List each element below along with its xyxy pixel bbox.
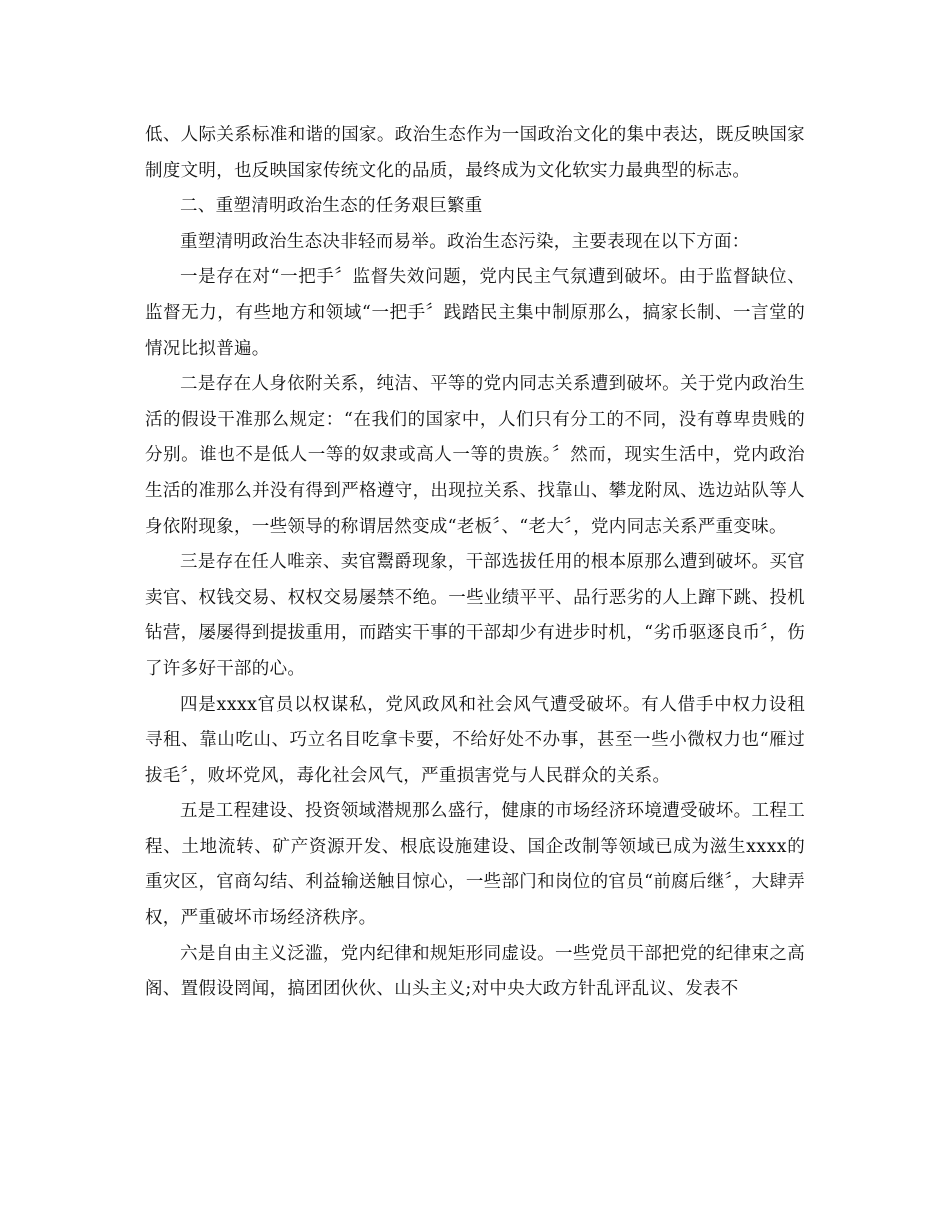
section-heading: 二、重塑清明政治生态的任务艰巨繁重 bbox=[180, 196, 483, 217]
paragraph-point-four: 四是xxxx官员以权谋私，党风政风和社会风气遭受破坏。有人借手中权力设租寻租、靠山吃山、巧立名目吃拿卡要，不给好处不办事，甚至一些小微权力也“雁过拔毛〞，败坏党风，毒化社会风气，严重损害党与人民群众的关系。 bbox=[145, 694, 805, 786]
paragraph-summary: 重塑清明政治生态决非轻而易举。政治生态污染，主要表现在以下方面： bbox=[180, 231, 750, 252]
paragraph-point-two: 二是存在人身依附关系，纯洁、平等的党内同志关系遭到破坏。关于党内政治生活的假设干准那么规定：“在我们的国家中，人们只有分工的不同，没有尊卑贵贱的分别。谁也不是低人一等的奴隶或高人一等的贵族。〞然而，现实生活中，党内政治生活的准那么并没有得到严格遵守，出现拉关系、找靠山、攀龙附凤、选边站队等人身依附现象，一些领导的称谓居然变成“老板〞、“老大〞，党内同志关系严重变味。 bbox=[145, 374, 805, 537]
paragraph-point-three: 三是存在任人唯亲、卖官鬻爵现象，干部选拔任用的根本原那么遭到破坏。买官卖官、权钱交易、权权交易屡禁不绝。一些业绩平平、品行恶劣的人上蹿下跳、投机钻营，屡屡得到提拔重用，而踏实干事的干部却少有进步时机，“劣币驱逐良币〞，伤了许多好干部的心。 bbox=[145, 552, 805, 679]
paragraph-point-one: 一是存在对“一把手〞监督失效问题，党内民主气氛遭到破坏。由于监督缺位、监督无力，有些地方和领域“一把手〞践踏民主集中制原那么，搞家长制、一言堂的情况比拟普遍。 bbox=[145, 267, 805, 359]
paragraph-intro-continuation: 低、人际关系标准和谐的国家。政治生态作为一国政治文化的集中表达，既反映国家制度文明，也反映国家传统文化的品质，最终成为文化软实力最典型的标志。 bbox=[145, 125, 805, 181]
paragraph-point-five: 五是工程建设、投资领域潜规那么盛行，健康的市场经济环境遭受破坏。工程工程、土地流转、矿产资源开发、根底设施建设、国企改制等领域已成为滋生xxxx的重灾区，官商勾结、利益输送触目惊心，一些部门和岗位的官员“前腐后继〞，大肆弄权，严重破坏市场经济秩序。 bbox=[145, 801, 805, 929]
paragraph-point-six: 六是自由主义泛滥，党内纪律和规矩形同虚设。一些党员干部把党的纪律束之高阁、置假设罔闻，搞团团伙伙、山头主义;对中央大政方针乱评乱议、发表不 bbox=[145, 943, 805, 1000]
document-body bbox=[145, 118, 805, 1008]
